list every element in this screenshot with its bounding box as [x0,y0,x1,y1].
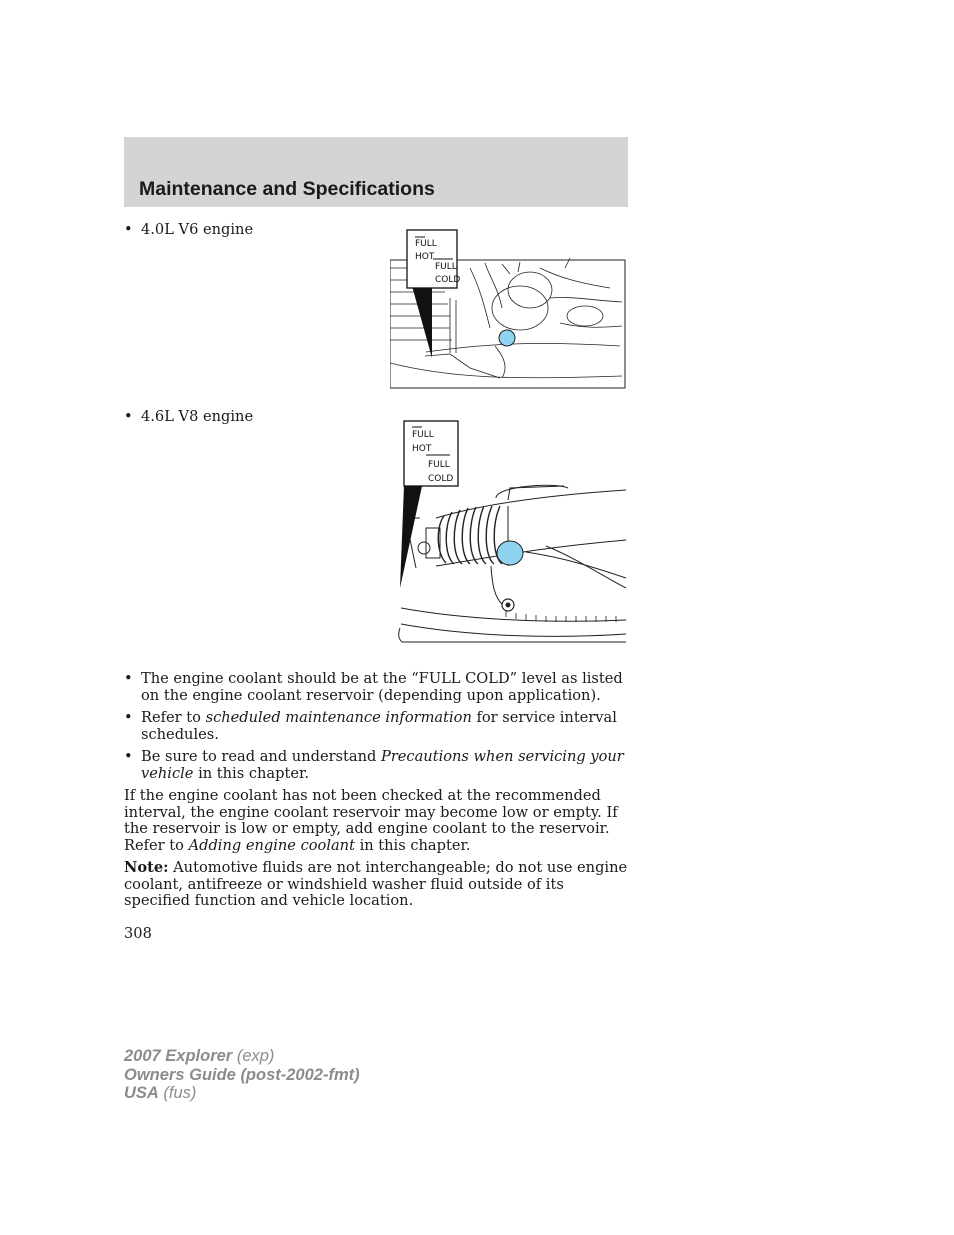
gauge-hot-label: HOT [415,252,435,262]
engine-diagram-v6 [390,228,628,390]
section-title: Maintenance and Specifications [139,178,435,200]
section-header-band [124,137,628,207]
gauge-hot-label: HOT [412,444,432,454]
figure-label-text: 4.6L V8 engine [141,408,254,425]
gauge-full-hot-label: FULL [412,430,434,440]
reference-link: Precautions when servicing your vehicle [141,748,624,782]
reference-link: Adding engine coolant [188,836,355,854]
coolant-paragraph: If the engine coolant has not been checked at the recommended interval, the engine coolant reservoir may become low or empty. If the reservoir is low or empty, add engine coolant to the reservoir. Refer to Adding engine coolant in this chapter. [124,787,618,854]
list-item-text: The engine coolant should be at the “FULL COLD” level as listed on the engine coolant reservoir (depending upon application). [141,670,623,704]
bullet-dot: • [124,670,133,687]
list-item-text: Refer to scheduled maintenance information for service interval schedules. [141,709,617,743]
list-item-text: Be sure to read and understand Precautions when servicing your vehicle in this chapter. [141,748,624,782]
figure-label-v8 [124,409,253,426]
list-item [124,710,628,743]
bullet-dot: • [124,748,133,765]
reference-link: scheduled maintenance information [205,709,472,726]
engine-v6-illustration [390,228,628,390]
gauge-cold-label: COLD [428,474,454,484]
page-number: 308 [124,925,152,942]
note-paragraph: Note: Automotive fluids are not interchangeable; do not use engine coolant, antifreeze or windshield washer fluid outside of its specified function and vehicle location. [124,859,628,909]
footer-line-market: USA (fus) [124,1084,197,1102]
list-item [124,749,628,782]
footer-line-guide: Owners Guide (post-2002-fmt) [124,1065,360,1084]
bullet-dot: • [124,408,133,425]
gauge-cold-label: COLD [435,275,461,285]
gauge-full-cold-label: FULL [435,262,457,272]
document-footer [124,1047,360,1103]
coolant-bullet-list [124,671,628,788]
note-label: Note: [124,859,169,876]
footer-line-model: 2007 Explorer (exp) [124,1047,275,1065]
bullet-dot: • [124,709,133,726]
gauge-full-cold-label: FULL [428,460,450,470]
engine-diagram-v8 [396,418,628,644]
list-item [124,671,628,704]
bullet-dot: • [124,221,133,238]
gauge-full-hot-label: FULL [415,239,437,249]
figure-label-text: 4.0L V6 engine [141,221,254,238]
engine-v8-illustration [396,418,628,644]
figure-label-v6 [124,222,253,239]
